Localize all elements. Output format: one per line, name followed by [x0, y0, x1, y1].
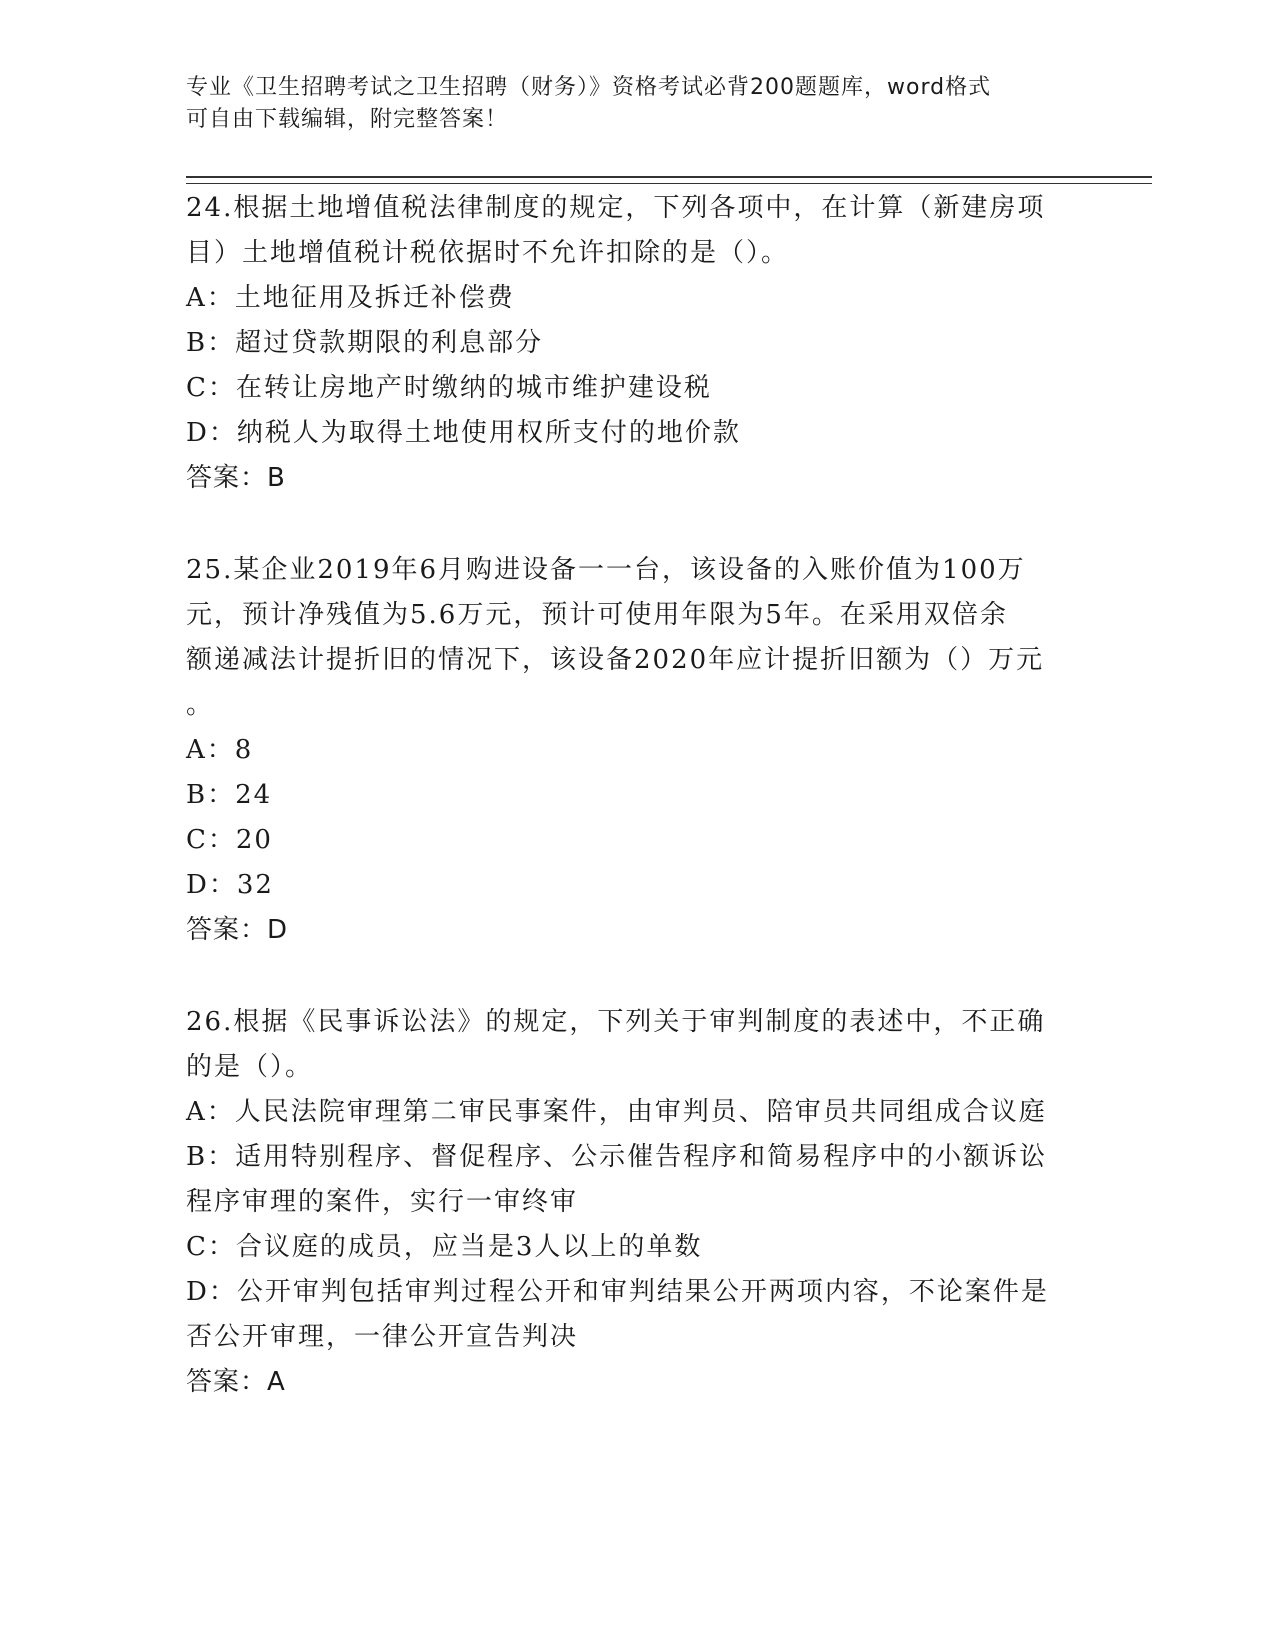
question-stem-line: 26.根据《民事诉讼法》的规定，下列关于审判制度的表述中，不正确	[186, 1007, 1046, 1037]
option-a: A：人民法院审理第二审民事案件，由审判员、陪审员共同组成合议庭	[186, 1097, 1047, 1127]
option-a: A：8	[186, 735, 254, 765]
header-line-2: 可自由下载编辑，附完整答案！	[186, 107, 509, 132]
option-d: D：32	[186, 870, 274, 900]
option-b: B：超过贷款期限的利息部分	[186, 328, 544, 358]
question-25	[186, 548, 1086, 953]
option-a: A：土地征用及拆迁补偿费	[186, 283, 515, 313]
option-d: D：纳税人为取得土地使用权所支付的地价款	[186, 418, 741, 448]
question-stem-line: 元，预计净残值为5.6万元，预计可使用年限为5年。在采用双倍余	[186, 600, 1008, 630]
page-header	[186, 72, 1066, 136]
question-stem-line: 的是（）。	[186, 1052, 314, 1082]
option-c: C：在转让房地产时缴纳的城市维护建设税	[186, 373, 712, 403]
option-d-continued: 否公开审理，一律公开宣告判决	[186, 1322, 579, 1352]
question-26	[186, 1000, 1086, 1405]
question-list	[186, 186, 1086, 1405]
question-stem-line: 。	[186, 690, 215, 720]
option-b-continued: 程序审理的案件，实行一审终审	[186, 1187, 579, 1217]
option-c: C：合议庭的成员，应当是3人以上的单数	[186, 1232, 703, 1262]
option-c: C：20	[186, 825, 273, 855]
option-b: B：24	[186, 780, 273, 810]
question-stem-line: 24.根据土地增值税法律制度的规定，下列各项中，在计算（新建房项	[186, 193, 1046, 223]
question-spacer	[186, 953, 1086, 1000]
answer-label: 答案：B	[186, 463, 286, 493]
answer-label: 答案：A	[186, 1367, 286, 1397]
question-spacer	[186, 501, 1086, 548]
question-stem-line: 25.某企业2019年6月购进设备一一台，该设备的入账价值为100万	[186, 555, 1026, 585]
header-divider	[186, 176, 1152, 184]
answer-label: 答案：D	[186, 915, 289, 945]
option-b: B：适用特别程序、督促程序、公示催告程序和简易程序中的小额诉讼	[186, 1142, 1048, 1172]
option-d: D：公开审判包括审判过程公开和审判结果公开两项内容，不论案件是	[186, 1277, 1049, 1307]
question-stem-line: 额递减法计提折旧的情况下，该设备2020年应计提折旧额为（）万元	[186, 645, 1045, 675]
question-24	[186, 186, 1086, 501]
question-stem-line: 目）土地增值税计税依据时不允许扣除的是（）。	[186, 238, 790, 268]
header-line-1: 专业《卫生招聘考试之卫生招聘（财务）》资格考试必背200题题库，word格式	[186, 75, 992, 100]
